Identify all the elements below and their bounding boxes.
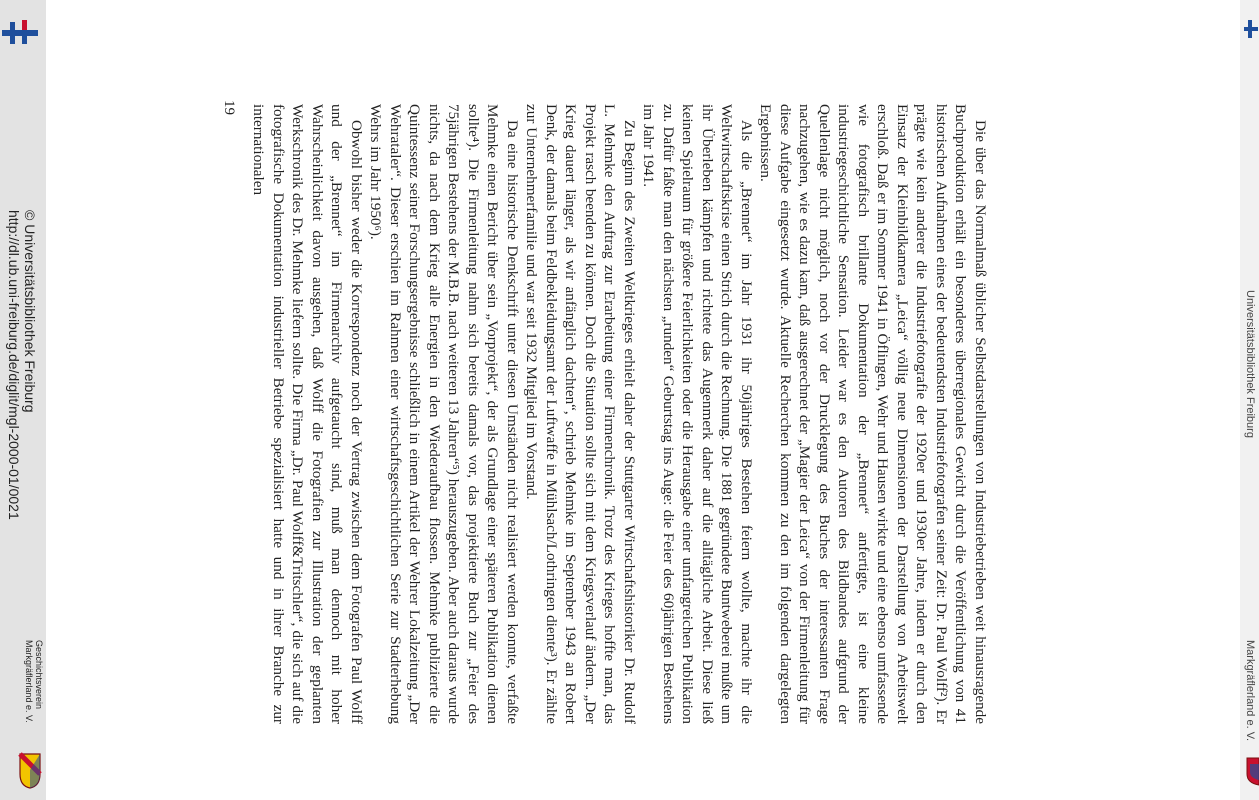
paragraph: Da eine historische Denkschrift unter diesen Umständen nicht realisiert werden konnte, verfaßte Mehmke einen Bericht über sein „Vorprojekt“, der als Grundlage einer späteren Publikation dienen sollte⁴). Die Firmenleitung nahm sich bereits damals vor, das projektierte Buch zur „Feier des 75jährigen Bestehens der M.B.B. nach weiteren 13 Jahren“⁵) herauszugeben. Aber auch daraus wurde nichts, da nach dem Krieg alle Energien in den Wiederaufbau flossen. Mehmke publizierte die Quintessenz seiner Forschungsergebnisse schließlich in einem Artikel der Wehrer Lokalzeitung „Der Wehrataler“. Dieser erschien im Rahmen einer wirtschaftsgeschichtlichen Serie zur Stadterhebung Wehrs im Jahr 1950⁶). xyxy=(367,104,521,724)
page-number: 19 xyxy=(221,100,237,115)
right-sidebar-text xyxy=(1240,0,1259,800)
document-page xyxy=(210,90,990,780)
right-fragment-mid: Markgräflerland e. V. xyxy=(1244,640,1256,742)
right-sidebar xyxy=(1240,0,1259,800)
paragraph: Zu Beginn des Zweiten Weltkrieges erhielt daher der Stuttgarter Wirtschaftshistoriker Dr. Rudolf L. Mehmke den Auftrag zur Erarbeitung einer Firmenchronik. Trotz des Krieges hoffte man, das Projekt rasch beenden zu können. Doch die Situation sollte sich mit dem Kriegsverlauf ändern. „Der Krieg dauert länger, als wir anfänglich dachten“, schrieb Mehmke im September 1943 an Robert Denk, der damals beim Feldbekleidungsamt der Luftwaffe in Mühlsach/Lothringen diente³). Er zählte zur Unternehmerfamilie und war seit 1932 Mitglied im Vorstand. xyxy=(523,104,638,724)
rotated-page-content xyxy=(210,90,990,780)
society-line-2: Markgräflerland e. V. xyxy=(24,640,34,723)
right-fragment-top: Universitätsbibliothek Freiburg xyxy=(1244,290,1256,438)
society-crest-fragment-icon xyxy=(1244,756,1259,786)
society-crest-icon xyxy=(18,752,42,790)
society-name xyxy=(4,640,44,770)
library-logo-icon xyxy=(2,18,38,48)
paragraph: Als die „Brennet“ im Jahr 1931 ihr 50jähriges Bestehen feiern wollte, machte ihr die Weltwirtschaftskrise einen Strich durch die Rechnung. Die 1881 gegründete Buntweberei mußte um ihr Überleben kämpfen und richtete das Augenmerk daher auf die alltägliche Arbeit. Diese ließ keinen Spielraum für größere Feierlichkeiten oder die Herausgabe einer umfangreichen Publikation zu. Dafür faßte man den nächsten „runden“ Geburtstag ins Auge: die Feier des 60jährigen Bestehens im Jahr 1941. xyxy=(640,104,755,724)
paragraph: Obwohl bisher weder die Korrespondenz noch der Vertrag zwischen dem Fotografen Paul Wolff und der „Brennet“ im Firmenarchiv aufgetaucht sind, muß man dennoch mit hoher Wahrscheinlichkeit davon ausgehen, daß Wolff die Fotografien zur Illustration der geplanten Werkschronik des Dr. Mehmke liefern sollte. Die Firma „Dr. Paul Wolff&Tritschler“, die sich auf die fotografische Dokumentation industrieller Betriebe spezialisiert hatte und in ihrer Branche zur internationalen xyxy=(250,104,365,724)
source-url[interactable]: http://dl.ub.uni-freiburg.de/diglit/mgl-2000-01/0021 xyxy=(6,210,22,520)
society-line-1: Geschichtsverein xyxy=(34,640,44,710)
left-sidebar xyxy=(0,0,46,800)
article-body xyxy=(249,104,990,724)
copyright-notice: © Universitätsbibliothek Freiburg xyxy=(22,210,38,413)
paragraph: Die über das Normalmaß üblicher Selbstdarstellungen von Industriebetrieben weit hinausragende Buchproduktion erhält ein besonderes überregionales Gewicht durch die Veröffentlichung von 41 historischen Aufnahmen eines der bedeutendsten Industriefotografen seiner Zeit: Dr. Paul Wolff²). Er prägte wie kein anderer die Industriefotografie der 1920er und 1930er Jahre, indem er durch den Einsatz der Kleinbildkamera „Leica“ völlig neue Dimensionen der Darstellung von Arbeitswelt erschloß. Daß er im Sommer 1941 in Öflingen, Wehr und Hausen wirkte und eine ebenso umfassende wie fotografisch brillante Dokumentation der „Brennet“ anfertigte, ist eine kleine industriegeschichtliche Sensation. Leider war es den Autoren des Bildbandes aufgrund der Quellenlage nicht möglich, noch vor der Drucklegung des Buches der interessanten Frage nachzugehen, wie es dazu kam, daß ausgerechnet der „Magier der Leica“ von der Firmenleitung für diese Aufgabe eingesetzt wurde. Aktuelle Recherchen kommen zu den im folgenden dargelegten Ergebnissen. xyxy=(757,104,989,724)
